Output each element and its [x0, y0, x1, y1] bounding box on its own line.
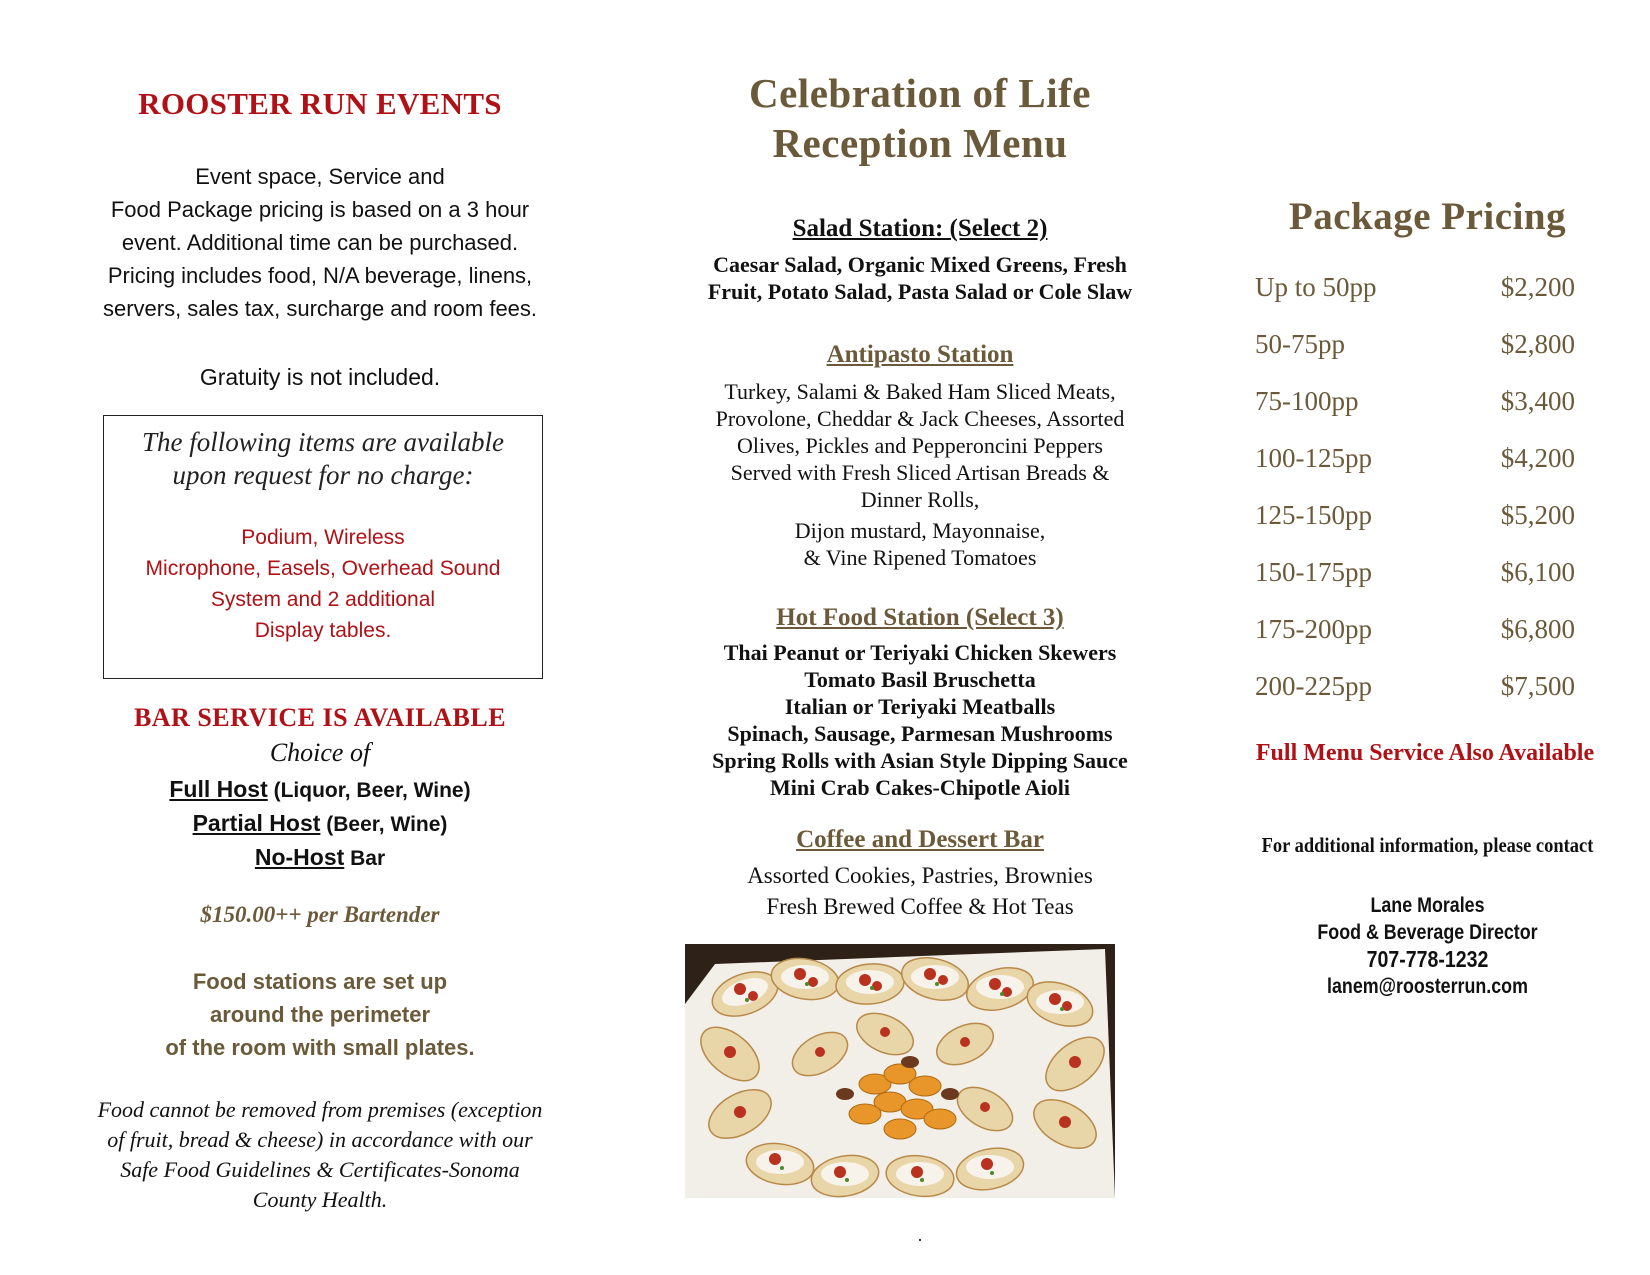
antipasto-station-extras [640, 517, 1200, 571]
food-policy-note [55, 1095, 585, 1215]
antipasto-line: Served with Fresh Sliced Artisan Breads & [730, 460, 1110, 485]
no-charge-item-line: Podium, Wireless [241, 526, 405, 549]
salad-station-items [640, 251, 1200, 305]
bruschetta-platter-image [685, 944, 1115, 1198]
contact-email: lanem@roosterrun.com [1327, 975, 1528, 998]
hot-food-line: Thai Peanut or Teriyaki Chicken Skewers [723, 640, 1117, 665]
hot-food-line: Tomato Basil Bruschetta [804, 667, 1036, 692]
pricing-price: $2,200 [1500, 272, 1575, 302]
host-option-name: No-Host [254, 844, 345, 870]
host-option-detail: (Liquor, Beer, Wine) [267, 779, 471, 802]
contact-name: Lane Morales [1370, 894, 1485, 917]
hot-food-line: Italian or Teriyaki Meatballs [784, 694, 1056, 719]
dessert-line: Assorted Cookies, Pastries, Brownies [747, 863, 1093, 888]
food-policy-line: Food cannot be removed from premises (exception [97, 1097, 543, 1122]
intro-line: Event space, Service and [195, 164, 445, 189]
antipasto-station-items [640, 378, 1200, 513]
hot-food-line: Spinach, Sausage, Parmesan Mushrooms [727, 721, 1113, 746]
pricing-row [1255, 386, 1575, 443]
bar-host-options [55, 773, 585, 875]
no-charge-items-box [103, 415, 543, 679]
no-charge-items [104, 522, 542, 646]
pricing-price: $5,200 [1500, 500, 1575, 530]
menu-title-line: Celebration of Life [749, 70, 1091, 116]
dessert-line: Fresh Brewed Coffee & Hot Teas [766, 894, 1074, 919]
stations-note-line: of the room with small plates. [165, 1035, 475, 1060]
salad-line: Caesar Salad, Organic Mixed Greens, Fresh [713, 252, 1127, 277]
antipasto-line: Olives, Pickles and Pepperoncini Peppers [737, 433, 1103, 458]
bruschetta-platter-illustration [685, 944, 1115, 1198]
pricing-range: 100-125pp [1255, 443, 1372, 473]
contact-block [1215, 892, 1640, 1000]
dessert-bar-heading: Coffee and Dessert Bar [796, 826, 1044, 853]
pricing-range: 175-200pp [1255, 614, 1372, 644]
footer-dot: . [917, 1225, 923, 1245]
no-charge-heading [104, 426, 542, 492]
pricing-price: $7,500 [1500, 671, 1575, 701]
pricing-price: $4,200 [1500, 443, 1575, 473]
pricing-price: $2,800 [1500, 329, 1575, 359]
hot-food-station-heading: Hot Food Station (Select 3) [776, 604, 1064, 631]
pricing-range: 200-225pp [1255, 671, 1372, 701]
antipasto-line: Provolone, Cheddar & Jack Cheeses, Assorted [715, 406, 1125, 431]
hot-food-station-items [640, 639, 1200, 801]
intro-line: servers, sales tax, surcharge and room fees. [102, 296, 538, 321]
salad-station-heading: Salad Station: (Select 2) [792, 215, 1048, 242]
host-option-detail: Bar [344, 847, 386, 870]
contact-heading: For additional information, please contact [1261, 833, 1594, 857]
food-policy-line: of fruit, bread & cheese) in accordance with our [107, 1127, 533, 1152]
pricing-list [1255, 272, 1575, 728]
pricing-price: $3,400 [1500, 386, 1575, 416]
antipasto-extra-line: & Vine Ripened Tomatoes [803, 545, 1037, 570]
no-charge-heading-line: upon request for no charge: [172, 460, 474, 490]
antipasto-extra-line: Dijon mustard, Mayonnaise, [794, 518, 1046, 543]
pricing-range: 50-75pp [1255, 329, 1345, 359]
bar-service-title: BAR SERVICE IS AVAILABLE [133, 703, 507, 732]
antipasto-line: Turkey, Salami & Baked Ham Sliced Meats, [724, 379, 1116, 404]
gratuity-note: Gratuity is not included. [199, 364, 441, 390]
bartender-price: $150.00++ per Bartender [200, 902, 440, 927]
contact-phone: 707-778-1232 [1366, 946, 1489, 972]
menu-title [640, 68, 1200, 168]
no-charge-item-line: System and 2 additional [210, 588, 436, 611]
host-option-nohost [55, 841, 585, 875]
host-option-name: Full Host [169, 776, 268, 802]
contact-role: Food & Beverage Director [1317, 921, 1538, 944]
intro-line: Food Package pricing is based on a 3 hour [110, 197, 530, 222]
intro-line: event. Additional time can be purchased. [121, 230, 519, 255]
host-option-name: Partial Host [192, 810, 321, 836]
pricing-row [1255, 329, 1575, 386]
pricing-row [1255, 272, 1575, 329]
host-option-detail: (Beer, Wine) [320, 813, 448, 836]
menu-title-line: Reception Menu [772, 120, 1068, 166]
host-option-full [55, 773, 585, 807]
intro-text [55, 160, 585, 325]
pricing-range: Up to 50pp [1255, 272, 1377, 302]
host-option-partial [55, 807, 585, 841]
pricing-range: 150-175pp [1255, 557, 1372, 587]
brand-title: ROOSTER RUN EVENTS [138, 86, 502, 121]
antipasto-line: Dinner Rolls, [860, 487, 980, 512]
hot-food-line: Mini Crab Cakes-Chipotle Aioli [769, 775, 1071, 800]
no-charge-item-line: Microphone, Easels, Overhead Sound [145, 557, 501, 580]
package-pricing-title: Package Pricing [1288, 195, 1567, 238]
stations-note [55, 965, 585, 1064]
full-menu-note: Full Menu Service Also Available [1255, 740, 1595, 766]
food-policy-line: County Health. [252, 1187, 388, 1212]
no-charge-item-line: Display tables. [254, 619, 392, 642]
stations-note-line: Food stations are set up [192, 969, 448, 994]
stations-note-line: around the perimeter [209, 1002, 431, 1027]
pricing-row [1255, 557, 1575, 614]
no-charge-heading-line: The following items are available [142, 427, 504, 457]
pricing-price: $6,100 [1500, 557, 1575, 587]
pricing-row [1255, 614, 1575, 671]
bar-choice-label: Choice of [269, 738, 371, 767]
pricing-range: 125-150pp [1255, 500, 1372, 530]
dessert-bar-items [640, 860, 1200, 922]
pricing-row [1255, 671, 1575, 728]
hot-food-line: Spring Rolls with Asian Style Dipping Sauce [712, 748, 1128, 773]
pricing-row [1255, 500, 1575, 557]
pricing-price: $6,800 [1500, 614, 1575, 644]
pricing-row [1255, 443, 1575, 500]
antipasto-station-heading: Antipasto Station [826, 341, 1014, 368]
intro-line: Pricing includes food, N/A beverage, linens, [107, 263, 533, 288]
salad-line: Fruit, Potato Salad, Pasta Salad or Cole Slaw [707, 279, 1133, 304]
pricing-range: 75-100pp [1255, 386, 1359, 416]
food-policy-line: Safe Food Guidelines & Certificates-Sonoma [120, 1157, 520, 1182]
